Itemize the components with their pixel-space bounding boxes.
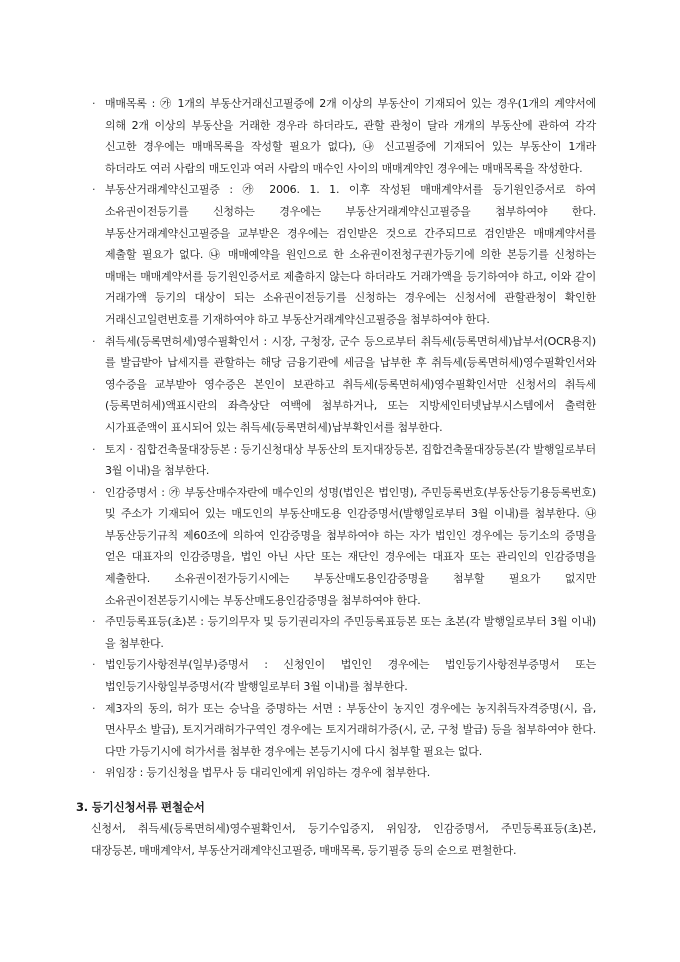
list-item — [76, 654, 596, 697]
list-item — [76, 611, 596, 654]
bullet: · — [92, 701, 96, 715]
list-item-text: 부동산거래계약신고필증 : ㉮ 2006. 1. 1. 이후 작성된 매매계약서를 등기원인증서로 하여 소유권이전등기를 신청하는 경우에는 부동산거래계약신고필증을 첨부하여야 한다. 부동산거래계약신고필증을 교부받은 경우에는 검인받은 것으로 간주되므로 검인받은 매매계약서를 제출할 필요가 없다. ㉯ 매매예약을 원인으로 한 소유권이전청구권가등기에 의한 본등기를 신청하는 매매는 매매계약서를 등기원인증서로 제출하지 않는다 하더라도 거래가액을 등기하여야 하고, 이와 같이 거래가액 등기의 대상이 되는 소유권이전등기를 신청하는 경우에는 신청서에 관할관청이 확인한 거래신고일련번호를 기재하여야 하고 부동산거래계약신고필증을 첨부하여야 한다. — [105, 183, 596, 326]
bullet: · — [92, 334, 96, 348]
list-item — [76, 179, 596, 330]
list-item — [76, 439, 596, 482]
filing-order-section — [76, 796, 596, 861]
list-item-text: 주민등록표등(초)본 : 등기의무자 및 등기권리자의 주민등록표등본 또는 초본(각 발행일로부터 3월 이내)을 첨부한다. — [105, 615, 596, 650]
section-heading: 3. 등기신청서류 편철순서 — [76, 800, 205, 814]
list-item-text: 취득세(등록면허세)영수필확인서 : 시장, 구청장, 군수 등으로부터 취득세(등록면허세)납부서(OCR용지)를 발급받아 납세지를 관할하는 해당 금융기관에 세금을 납부한 후 취득세(등록면허세)영수필확인서와 영수증을 교부받아 영수증은 본인이 보관하고 취득세(등록면허세)영수필확인서만 신청서의 취득세(등록면허세)액표시란의 좌측상단 여백에 첨부하거나, 또는 지방세인터넷납부시스템에서 출력한 시가표준액이 표시되어 있는 취득세(등록면허세)납부확인서를 첨부한다. — [105, 334, 596, 434]
bullet: · — [92, 615, 96, 629]
bullet: · — [92, 658, 96, 672]
bullet: · — [92, 97, 96, 110]
list-item-text: 위임장 : 등기신청을 법무사 등 대리인에게 위임하는 경우에 첨부한다. — [105, 766, 431, 780]
list-item — [76, 698, 596, 763]
list-item-text: 인감증명서 : ㉮ 부동산매수자란에 매수인의 성명(법인은 법인명), 주민등록번호(부동산등기용등록번호) 및 주소가 기재되어 있는 매도인의 부동산매도용 인감증명서(발행일로부터 3월 이내)를 첨부한다. ㉯ 부동산등기규칙 제60조에 의하여 인감증명을 첨부하여야 하는 자가 법인인 경우에는 등기소의 증명을 얻은 대표자의 인감증명을, 법인 아닌 사단 또는 재단인 경우에는 대표자 또는 관리인의 인감증명을 제출한다. 소유권이전가등기시에는 부동산매도용인감증명을 첨부할 필요가 없지만 소유권이전본등기시에는 부동산매도용인감증명을 첨부하여야 한다. — [105, 485, 596, 607]
list-item — [76, 331, 596, 439]
list-item-text: 매매목록 : ㉮ 1개의 부동산거래신고필증에 2개 이상의 부동산이 기재되어 있는 경우(1개의 계약서에 의해 2개 이상의 부동산을 거래한 경우라 하더라도, 관할 관청이 달라 개개의 부동산에 관하여 각각 신고한 경우에는 매매목록을 작성할 필요가 없다), ㉯ 신고필증에 기재되어 있는 부동산이 1개라 하더라도 여러 사람의 매도인과 여러 사람의 매수인 사이의 매매계약인 경우에는 매매목록을 작성한다. — [105, 97, 596, 175]
bullet: · — [92, 442, 96, 456]
list-item-text: 토지 · 집합건축물대장등본 : 등기신청대상 부동산의 토지대장등본, 집합건축물대장등본(각 발행일로부터 3월 이내)을 첨부한다. — [105, 442, 596, 478]
list-item — [76, 93, 596, 179]
bullet: · — [92, 766, 96, 780]
attachment-list — [76, 93, 596, 784]
bullet: · — [92, 183, 96, 197]
list-item — [76, 482, 596, 612]
section-body-text: 신청서, 취득세(등록면허세)영수필확인서, 등기수입증지, 위임장, 인감증명서, 주민등록표등(초)본, 대장등본, 매매계약서, 부동산거래계약신고필증, 매매목록, 등기필증 등의 순으로 편철한다. — [91, 822, 596, 857]
bullet: · — [92, 485, 96, 499]
list-item-text: 법인등기사항전부(일부)증명서 : 신청인이 법인인 경우에는 법인등기사항전부증명서 또는 법인등기사항일부증명서(각 발행일로부터 3월 이내)를 첨부한다. — [105, 658, 596, 694]
list-item — [76, 762, 596, 784]
list-item-text: 제3자의 동의, 허가 또는 승낙을 증명하는 서면 : 부동산이 농지인 경우에는 농지취득자격증명(시, 읍, 면사무소 발급), 토지거래허가구역인 경우에는 토지거래허가증(시, 군, 구청 발급) 등을 첨부하여야 한다. 다만 가등기시에 허가서를 첨부한 경우에는 본등기시에 다시 첨부할 필요는 없다. — [105, 701, 596, 758]
